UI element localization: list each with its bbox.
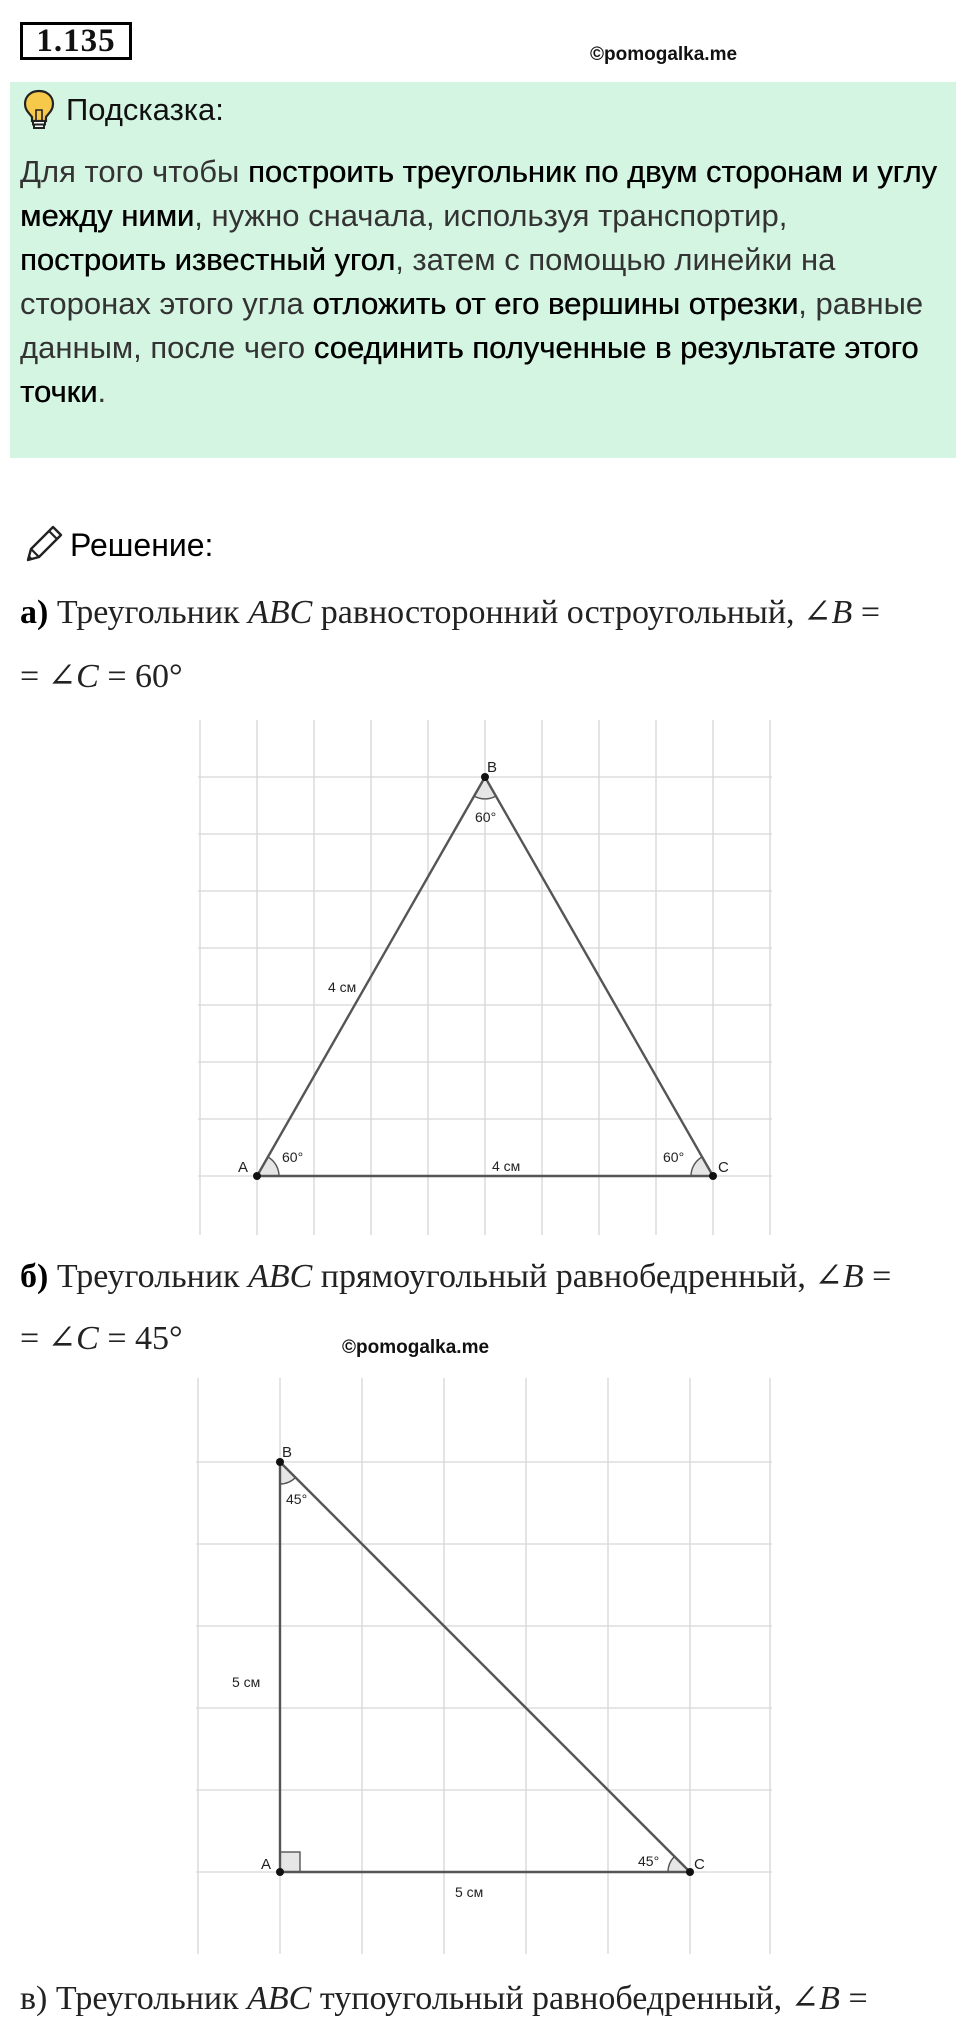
figure-a-triangle: [198, 720, 772, 1235]
angle-arc-c: [691, 1157, 713, 1176]
right-angle-mark-a: [280, 1852, 300, 1872]
side-ac2-label: 5 см: [455, 1884, 484, 1900]
vertex-c2-dot: [686, 1868, 694, 1876]
part-a-label: а): [20, 594, 49, 631]
vertex-a-label: A: [238, 1159, 249, 1176]
problem-number: 1.135: [20, 22, 132, 60]
watermark-middle: ©pomogalka.me: [342, 1337, 490, 1358]
part-a-line2: = ∠C = 60°: [20, 658, 183, 695]
hint-emphasis: отложить от его вершины отрезки: [312, 286, 799, 321]
side-ab2-label: 5 см: [232, 1674, 261, 1690]
part-a-line1: а) Треугольник ABC равносторонний остроугольный, ∠B =: [20, 594, 880, 631]
part-c-label: в): [20, 1980, 48, 2017]
angle-b-label: 60°: [475, 809, 497, 825]
vertex-b-label: B: [487, 759, 498, 776]
part-c-line1: в) Треугольник ABC тупоугольный равнобедренный, ∠B =: [20, 1980, 868, 2017]
hint-segment: , затем с помощью линейки на сторонах этого угла: [20, 242, 836, 321]
hint-segment: , равные данным, после чего: [20, 286, 924, 365]
vertex-c2-label: C: [694, 1856, 705, 1873]
watermark-top: ©pomogalka.me: [590, 44, 738, 65]
side-ab-label: 4 см: [328, 979, 357, 995]
vertex-a2-dot: [276, 1868, 284, 1876]
figure-b-triangle: [196, 1378, 772, 1954]
angle-arc-a: [257, 1157, 279, 1176]
vertex-a2-label: A: [261, 1856, 272, 1873]
hint-segment: , нужно сначала, используя транспортир,: [194, 198, 788, 233]
hint-emphasis: построить известный угол: [20, 242, 396, 277]
angle-a-label: 60°: [282, 1149, 304, 1165]
angle-c2-label: 45°: [638, 1853, 660, 1869]
side-bc2: [280, 1462, 690, 1872]
angle-b2-label: 45°: [286, 1491, 308, 1507]
vertex-b2-label: B: [282, 1444, 293, 1461]
hint-title: Подсказка:: [66, 92, 224, 127]
hint-emphasis: построить треугольник по двум сторонам и углу между ними: [20, 154, 937, 233]
lightbulb-icon: [22, 88, 56, 130]
hint-segment: Для того чтобы: [20, 154, 248, 189]
side-ac-label: 4 см: [492, 1158, 521, 1174]
part-b-label: б): [20, 1258, 49, 1295]
vertex-c-dot: [709, 1172, 717, 1180]
solution-title: Решение:: [70, 527, 214, 563]
angle-c-label: 60°: [663, 1149, 685, 1165]
part-b-line1: б) Треугольник ABC прямоугольный равнобедренный, ∠B =: [20, 1258, 892, 1295]
vertex-a-dot: [253, 1172, 261, 1180]
part-b-line2: = ∠C = 45°: [20, 1320, 183, 1357]
hint-emphasis: соединить полученные в результате этого точки: [20, 330, 919, 409]
hint-text: [20, 150, 940, 414]
vertex-c-label: C: [718, 1159, 729, 1176]
pencil-icon: [22, 522, 66, 566]
hint-segment: .: [97, 374, 107, 409]
